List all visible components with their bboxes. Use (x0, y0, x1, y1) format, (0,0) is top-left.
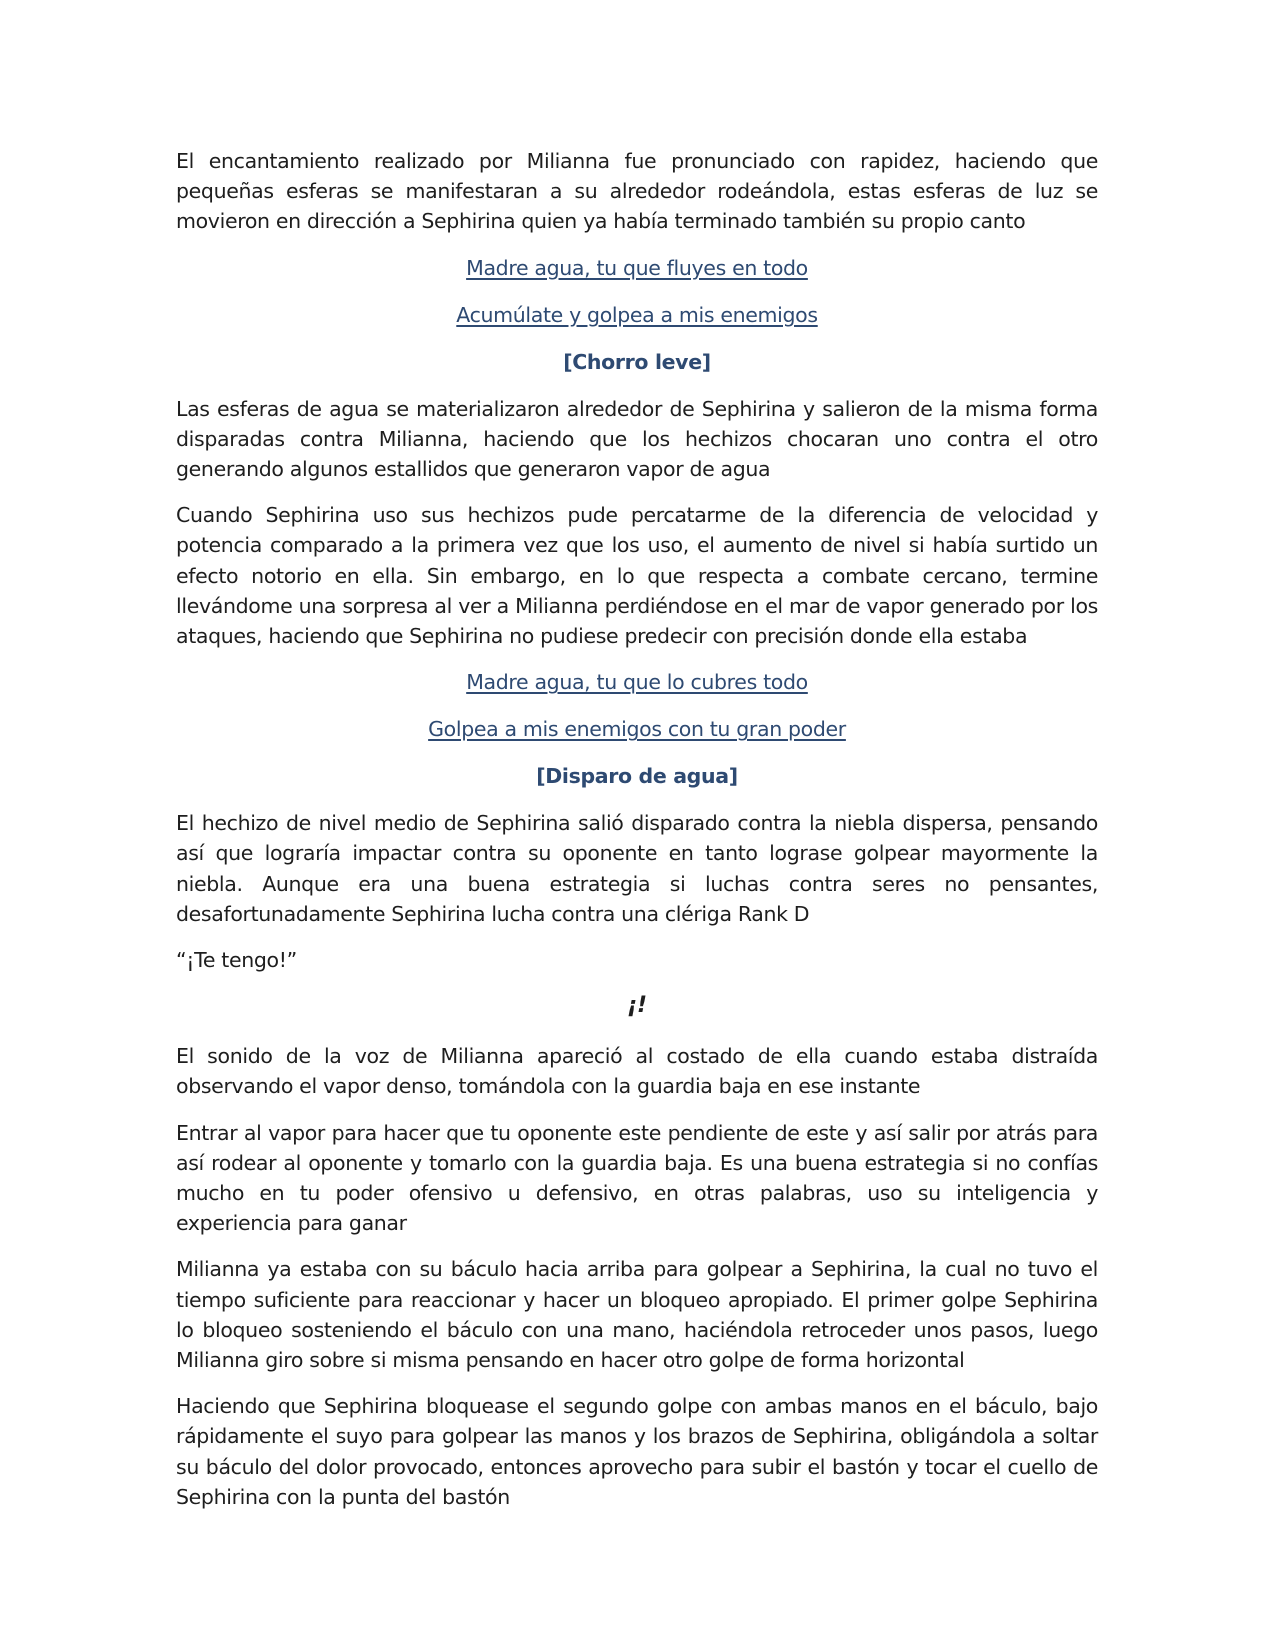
spell-name: [Chorro leve] (563, 349, 711, 374)
paragraph: El sonido de la voz de Milianna apareció al costado de ella cuando estaba distraída observando el vapor denso, tomándola con la guardia baja en ese instante (176, 1044, 1098, 1099)
paragraph: Cuando Sephirina uso sus hechizos pude percatarme de la diferencia de velocidad y potencia comparado a la primera vez que los uso, el aumento de nivel si había surtido un efecto notorio en ella. Sin embargo, en lo que respecta a combate cercano, termine llevándome una sorpresa al ver a Milianna perdiéndose en el mar de vapor generado por los ataques, haciendo que Sephirina no pudiese predecir con precisión donde ella estaba (176, 503, 1098, 649)
document-page (176, 146, 1098, 1528)
chant-line: Acumúlate y golpea a mis enemigos (456, 302, 818, 327)
spell-name: [Disparo de agua] (536, 764, 738, 789)
paragraph: Haciendo que Sephirina bloquease el segundo golpe con ambas manos en el báculo, bajo rápidamente el suyo para golpear las manos y los brazos de Sephirina, obligándola a soltar su báculo del dolor provocado, entonces aprovecho para subir el bastón y tocar el cuello de Sephirina con la punta del bastón (176, 1394, 1098, 1509)
chant-line: Madre agua, tu que fluyes en todo (466, 255, 808, 280)
paragraph: Las esferas de agua se materializaron alrededor de Sephirina y salieron de la misma forma disparadas contra Milianna, haciendo que los hechizos chocaran uno contra el otro generando algunos estallidos que generaron vapor de agua (176, 396, 1098, 482)
chant-line: Golpea a mis enemigos con tu gran poder (428, 717, 846, 742)
exclamation-mark: ¡! (626, 993, 648, 1019)
chant-line: Madre agua, tu que lo cubres todo (466, 670, 808, 695)
dialogue-line: “¡Te tengo!” (176, 948, 297, 973)
paragraph: Entrar al vapor para hacer que tu oponente este pendiente de este y así salir por atrás para así rodear al oponente y tomarlo con la guardia baja. Es una buena estrategia si no confías mucho en tu poder ofensivo u defensivo, en otras palabras, uso su inteligencia y experiencia para ganar (176, 1120, 1098, 1236)
paragraph: El encantamiento realizado por Milianna fue pronunciado con rapidez, haciendo que pequeñas esferas se manifestaran a su alrededor rodeándola, estas esferas de luz se movieron en dirección a Sephirina quien ya había terminado también su propio canto (176, 149, 1098, 234)
paragraph: Milianna ya estaba con su báculo hacia arriba para golpear a Sephirina, la cual no tuvo el tiempo suficiente para reaccionar y hacer un bloqueo apropiado. El primer golpe Sephirina lo bloqueo sosteniendo el báculo con una mano, haciéndola retroceder unos pasos, luego Milianna giro sobre si misma pensando en hacer otro golpe de forma horizontal (176, 1257, 1098, 1373)
paragraph: El hechizo de nivel medio de Sephirina salió disparado contra la niebla dispersa, pensando así que lograría impactar contra su oponente en tanto lograse golpear mayormente la niebla. Aunque era una buena estrategia si luchas contra seres no pensantes, desafortunadamente Sephirina lucha contra una clériga Rank D (176, 811, 1098, 926)
